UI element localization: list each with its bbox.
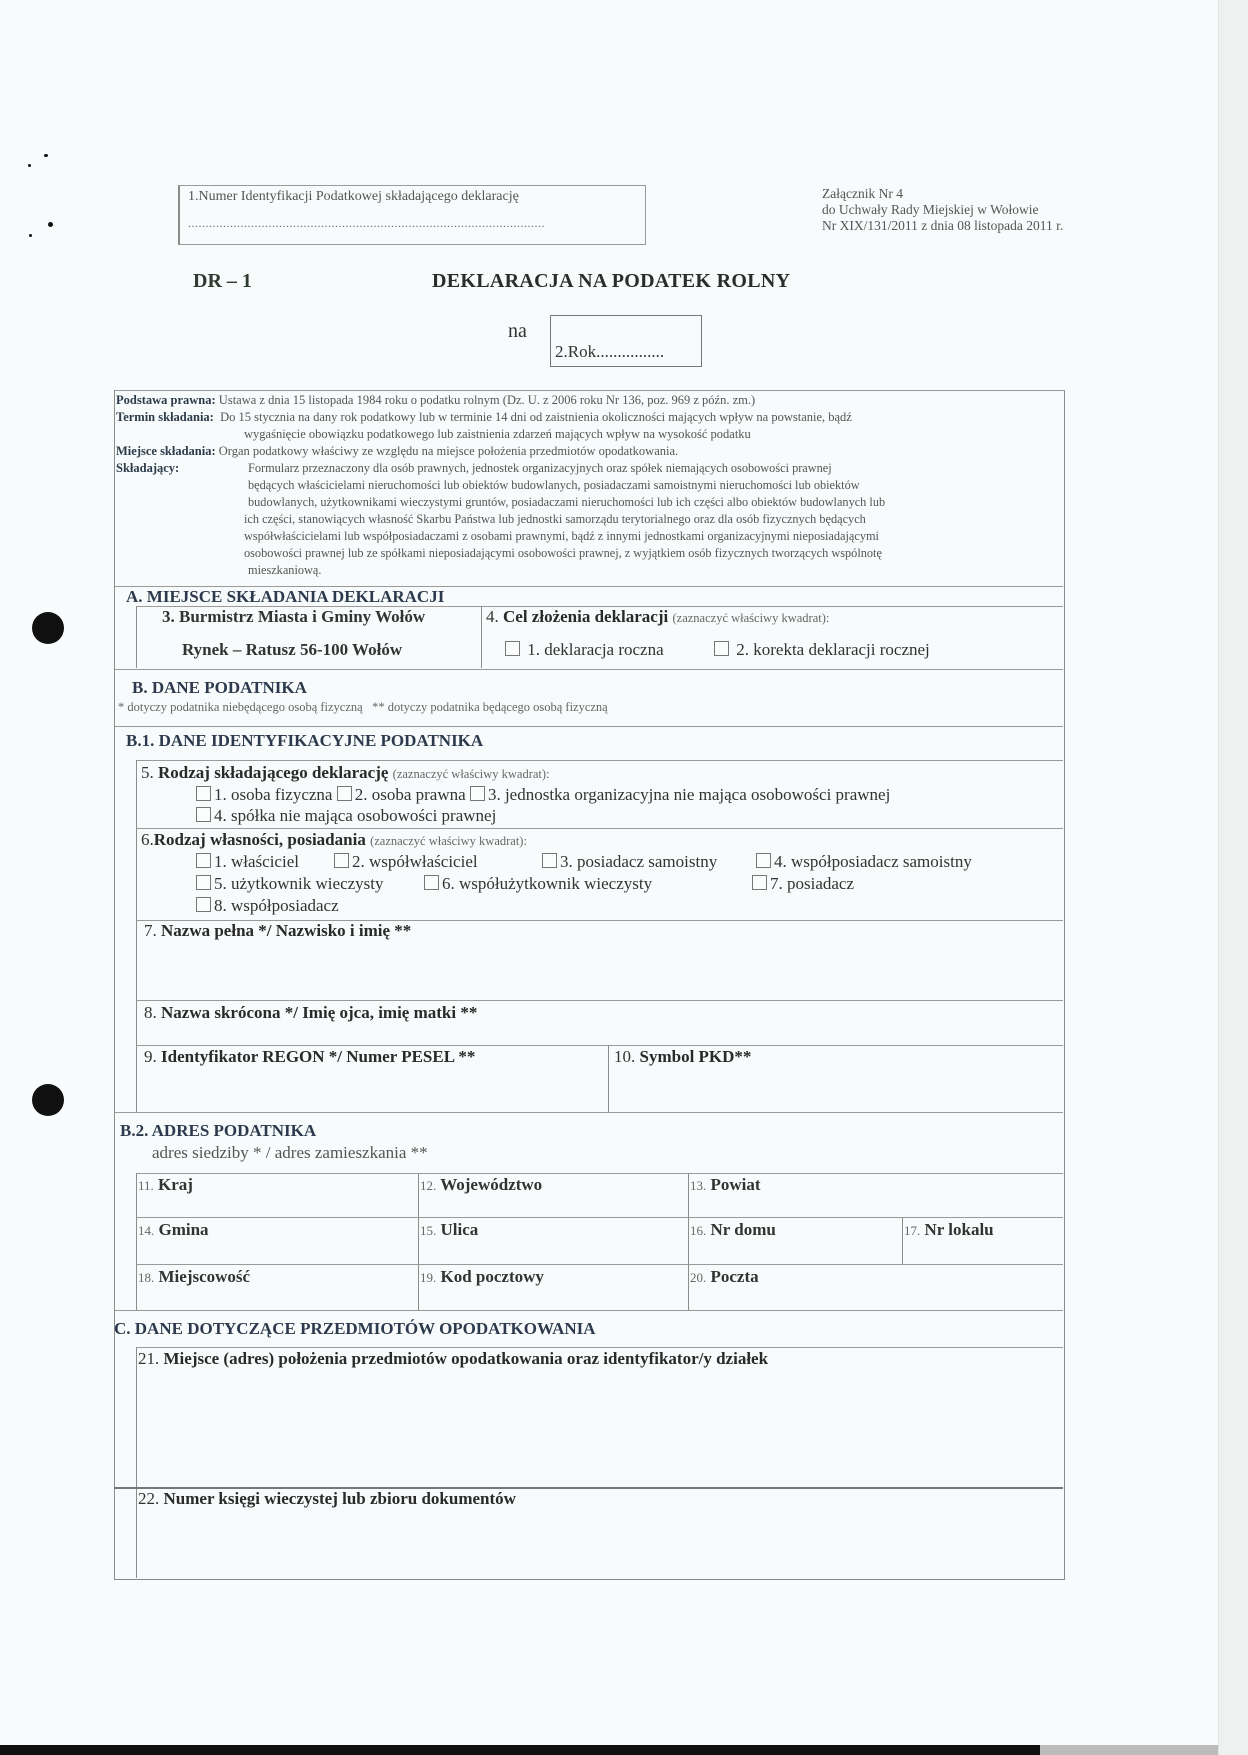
divider <box>115 1112 1063 1113</box>
field-label: Gmina <box>158 1220 209 1239</box>
scan-edge <box>0 1745 1040 1755</box>
form-code: DR – 1 <box>193 270 252 292</box>
deadline-text: wygaśnięcie obowiązku podatkowego lub zaistnienia zdarzeń mających wpływ na wysokość podatku <box>244 427 751 441</box>
divider <box>902 1217 903 1264</box>
field-num: 13. <box>690 1178 707 1193</box>
divider <box>136 1347 1063 1348</box>
option-legal-person[interactable] <box>337 785 466 804</box>
section-c-title: C. DANE DOTYCZĄCE PRZEDMIOTÓW OPODATKOWANIA <box>114 1319 596 1338</box>
option-label: 7. posiadacz <box>770 874 855 893</box>
section-b1-title: B.1. DANE IDENTYFIKACYJNE PODATNIKA <box>126 731 484 750</box>
field-num: 7. <box>144 921 157 940</box>
divider <box>608 1045 609 1112</box>
field-num: 4. <box>486 607 499 626</box>
field-5-label <box>141 763 550 783</box>
divider <box>136 1045 1063 1046</box>
option-label: 4. spółka nie mająca osobowości prawnej <box>214 806 497 825</box>
section-b-note: * dotyczy podatnika niebędącego osobą fizyczną ** dotyczy podatnika będącego osobą fizyczną <box>118 700 608 714</box>
section-b-title: B. DANE PODATNIKA <box>132 678 307 697</box>
divider <box>136 1173 1063 1174</box>
annex-line: do Uchwały Rady Miejskiej w Wołowie <box>822 202 1039 217</box>
option-org-unit[interactable] <box>470 785 890 804</box>
option-label: 2. osoba prawna <box>354 785 466 804</box>
field-label: Identyfikator REGON */ Numer PESEL ** <box>161 1047 476 1066</box>
nip-field[interactable] <box>178 185 646 245</box>
field-num: 18. <box>138 1270 155 1285</box>
address-field-commune[interactable] <box>138 1220 209 1240</box>
field-label: Nazwa pełna */ Nazwisko i imię ** <box>161 921 412 940</box>
option-label: 1. właściciel <box>214 852 299 871</box>
option-label: 4. współposiadacz samoistny <box>774 852 972 871</box>
divider <box>136 1264 1063 1265</box>
divider <box>136 1000 1063 1001</box>
address-field-country[interactable] <box>138 1175 193 1195</box>
option-owner[interactable] <box>196 852 299 872</box>
option-label: 1. osoba fizyczna <box>214 785 333 804</box>
address-field-post-office[interactable] <box>690 1267 759 1287</box>
address-field-county[interactable] <box>690 1175 761 1195</box>
option-label: 5. użytkownik wieczysty <box>214 874 384 893</box>
divider <box>136 1173 137 1310</box>
field-num: 10. <box>614 1047 636 1066</box>
divider <box>136 760 1063 761</box>
option-label: 8. współposiadacz <box>214 896 339 915</box>
legal-label: Podstawa prawna: <box>116 393 216 407</box>
checkbox[interactable] <box>196 807 211 822</box>
section-a-title: A. MIEJSCE SKŁADANIA DEKLARACJI <box>126 587 445 606</box>
option-possessor[interactable] <box>542 852 717 872</box>
address-field-postal-code[interactable] <box>420 1267 544 1287</box>
field-num: 17. <box>904 1223 921 1238</box>
nip-dots: ...................................................................................................... <box>188 216 545 230</box>
field-label: Miejscowość <box>158 1267 251 1286</box>
checkbox[interactable] <box>542 853 557 868</box>
field-7[interactable] <box>144 921 411 941</box>
filer-line: ich części, stanowiących własność Skarbu Państwa lub jednostki samorządu terytorialnego oraz dla osób fizycznych będących <box>244 512 866 526</box>
field-21[interactable] <box>138 1349 768 1369</box>
filer-line: osobowości prawnej lub ze spółkami nieposiadającymi osobowości prawnej, z wyjątkiem osób fizycznych tworzących wspólnotę <box>244 546 882 560</box>
option-label: 3. posiadacz samoistny <box>560 852 718 871</box>
field-label: Rodzaj składającego deklarację <box>158 763 389 782</box>
field-num: 16. <box>690 1223 707 1238</box>
place-label: Miejsce składania: <box>116 444 216 458</box>
field-9[interactable] <box>144 1047 475 1067</box>
field-label: Kraj <box>158 1175 193 1194</box>
field-label: Cel złożenia deklaracji <box>503 607 669 626</box>
form-title: DEKLARACJA NA PODATEK ROLNY <box>432 270 791 292</box>
field-hint: (zaznaczyć właściwy kwadrat): <box>370 834 527 848</box>
scan-speck <box>28 164 31 167</box>
option-co-owner[interactable] <box>334 852 478 872</box>
field-num: 11. <box>138 1178 154 1193</box>
option-perpetual-user[interactable] <box>196 874 384 894</box>
divider <box>136 606 137 668</box>
checkbox[interactable] <box>470 786 485 801</box>
section-b2-title: B.2. ADRES PODATNIKA <box>120 1121 317 1140</box>
address-field-street[interactable] <box>420 1220 478 1240</box>
address-field-house-no[interactable] <box>690 1220 776 1240</box>
field-label: Rodzaj własności, posiadania <box>153 830 366 849</box>
address-field-flat-no[interactable] <box>904 1220 994 1240</box>
option-label: 2. współwłaściciel <box>352 852 478 871</box>
address-field-voivodeship[interactable] <box>420 1175 542 1195</box>
divider <box>136 828 1063 829</box>
option-co-holder[interactable] <box>196 896 339 916</box>
field-10[interactable] <box>614 1047 751 1067</box>
divider <box>136 760 137 1112</box>
scan-speck <box>29 234 32 237</box>
field-label: Nr domu <box>710 1220 776 1239</box>
punch-hole <box>32 1084 64 1116</box>
punch-hole <box>32 612 64 644</box>
option-correction[interactable] <box>714 640 930 660</box>
field-num: 12. <box>420 1178 437 1193</box>
checkbox[interactable] <box>714 641 729 656</box>
office-name: 3. Burmistrz Miasta i Gminy Wołów <box>162 607 426 626</box>
option-holder[interactable] <box>752 874 854 894</box>
divider <box>481 606 482 668</box>
field-label: Kod pocztowy <box>440 1267 544 1286</box>
annex-note <box>822 186 1063 234</box>
field-num: 8. <box>144 1003 157 1022</box>
option-natural-person[interactable] <box>196 785 332 804</box>
checkbox[interactable] <box>196 875 211 890</box>
option-label: 6. współużytkownik wieczysty <box>442 874 653 893</box>
field-hint: (zaznaczyć właściwy kwadrat): <box>672 611 830 625</box>
field-num: 15. <box>420 1223 437 1238</box>
field-label: Symbol PKD** <box>639 1047 752 1066</box>
field-label: Nr lokalu <box>924 1220 994 1239</box>
divider <box>115 1310 1063 1311</box>
option-label: 1. deklaracja roczna <box>527 640 664 659</box>
filer-line: mieszkaniową. <box>248 563 322 577</box>
field-label: Województwo <box>440 1175 543 1194</box>
legal-text: Ustawa z dnia 15 listopada 1984 roku o podatku rolnym (Dz. U. z 2006 roku Nr 136, poz. 969 z późn. zm.) <box>218 393 756 407</box>
option-label: 2. korekta deklaracji rocznej <box>736 640 930 659</box>
option-co-possessor[interactable] <box>756 852 972 872</box>
deadline-label: Termin składania: <box>116 410 214 424</box>
filer-label: Składający: <box>116 461 180 475</box>
field-label: Miejsce (adres) położenia przedmiotów opodatkowania oraz identyfikator/y działek <box>163 1349 769 1368</box>
divider <box>115 726 1063 727</box>
field-label: Numer księgi wieczystej lub zbioru dokumentów <box>163 1489 516 1508</box>
field-4-label <box>486 607 829 627</box>
scan-edge <box>1040 1745 1218 1755</box>
field-label: Powiat <box>710 1175 761 1194</box>
option-co-perpetual-user[interactable] <box>424 874 652 894</box>
filer-line: będących właścicielami nieruchomości lub obiektów budowlanych, posiadaczami samoistnymi nieruchomości lub obiektów <box>248 478 860 492</box>
option-annual[interactable] <box>505 640 664 660</box>
nip-label: 1.Numer Identyfikacji Podatkowej składającego deklarację <box>188 189 519 204</box>
checkbox[interactable] <box>334 853 349 868</box>
section-b2-subtitle: adres siedziby * / adres zamieszkania ** <box>152 1143 428 1162</box>
field-22[interactable] <box>138 1489 516 1509</box>
annex-line: Załącznik Nr 4 <box>822 186 903 201</box>
filer-line: budowlanych, użytkownikami wieczystymi gruntów, posiadaczami nieruchomości lub ich części albo obiektów budowlanych lub <box>248 495 886 509</box>
field-6-label <box>141 830 527 850</box>
divider <box>136 1217 1063 1218</box>
filer-line: Formularz przeznaczony dla osób prawnych, jednostek organizacyjnych oraz spółek niemających osobowości prawnej <box>248 461 832 475</box>
checkbox[interactable] <box>196 897 211 912</box>
place-text: Organ podatkowy właściwy ze względu na miejsce położenia przedmiotów opodatkowania. <box>218 444 679 458</box>
scan-edge <box>1218 0 1248 1755</box>
checkbox[interactable] <box>752 875 767 890</box>
checkbox[interactable] <box>424 875 439 890</box>
scan-speck <box>44 154 48 157</box>
field-num: 19. <box>420 1270 437 1285</box>
field-num: 6. <box>141 830 154 849</box>
year-field[interactable] <box>550 315 702 367</box>
filer-line: współwłaścicielami lub współposiadaczami z osobami prawnymi, bądź z innymi jednostkami organizacyjnymi nieposiadającymi <box>244 529 879 543</box>
checkbox[interactable] <box>196 786 211 801</box>
field-label: Ulica <box>440 1220 479 1239</box>
field-num: 22. <box>138 1489 160 1508</box>
deadline-text: Do 15 stycznia na dany rok podatkowy lub w terminie 14 dni od zaistnienia okoliczności mających wpływ na powstanie, bądź <box>220 410 852 424</box>
office-address: Rynek – Ratusz 56-100 Wołów <box>182 640 403 659</box>
option-label: 3. jednostka organizacyjna nie mająca osobowości prawnej <box>487 785 891 804</box>
checkbox[interactable] <box>196 853 211 868</box>
field-label: Poczta <box>710 1267 759 1286</box>
field-5-options <box>196 785 890 805</box>
field-num: 9. <box>144 1047 157 1066</box>
divider <box>688 1173 689 1310</box>
divider <box>115 669 1063 670</box>
annex-line: Nr XIX/131/2011 z dnia 08 listopada 2011 r. <box>822 218 1064 233</box>
field-label: Nazwa skrócona */ Imię ojca, imię matki ** <box>161 1003 478 1022</box>
na-label: na <box>508 320 527 342</box>
field-8[interactable] <box>144 1003 477 1023</box>
field-num: 14. <box>138 1223 155 1238</box>
scan-speck <box>48 222 53 227</box>
field-num: 5. <box>141 763 154 782</box>
option-partnership[interactable] <box>196 806 496 826</box>
address-field-locality[interactable] <box>138 1267 250 1287</box>
field-num: 21. <box>138 1349 160 1368</box>
field-hint: (zaznaczyć właściwy kwadrat): <box>392 767 550 781</box>
divider <box>136 1347 137 1578</box>
checkbox[interactable] <box>505 641 520 656</box>
checkbox[interactable] <box>756 853 771 868</box>
year-label: 2.Rok................ <box>555 342 665 361</box>
checkbox[interactable] <box>337 786 352 801</box>
divider <box>418 1173 419 1310</box>
field-num: 20. <box>690 1270 707 1285</box>
